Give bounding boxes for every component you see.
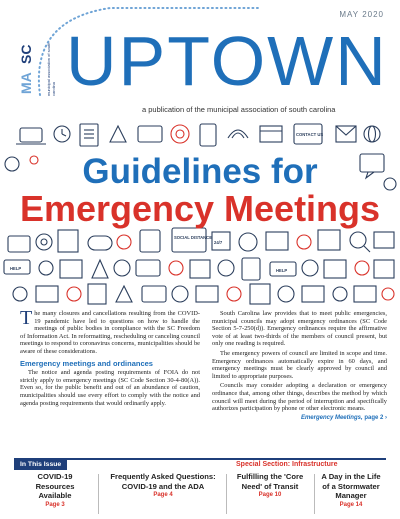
issue-item-page: Page 3 (45, 501, 65, 508)
pill-icon (88, 236, 112, 250)
issue-item-title: A Day in the Life of a Stormwater Manager (321, 472, 381, 500)
issue-item-page: Page 10 (258, 492, 282, 498)
arrow-right-icon: › (385, 414, 387, 421)
paragraph-2: The notice and agenda posting requirements of FOIA do not strictly apply to emergency meetings (SC Code Section 30-4-80(A)). Even so, for the public benefit and out of an abundance of caution, municipalities should use every effort to comply with the notice and agenda posting requirements that would ordinarily apply. (20, 369, 200, 407)
paragraph-4: The emergency powers of council are limited in scope and time. Emergency ordinances automatically expire in 60 days, and emergency meetings must be clearly approved by council and limited to appropriate purposes. (212, 349, 387, 380)
camera-icon (374, 232, 394, 248)
laptop-icon-2 (60, 260, 82, 278)
article-left-column (20, 307, 200, 409)
open-24-7-label: 24/7 (214, 240, 223, 245)
issue-item-title: COVID-19 Resources Available (35, 472, 75, 500)
headline-line-2: Emergency Meetings (19, 188, 381, 229)
divider (226, 474, 227, 514)
calendar-icon (260, 126, 282, 142)
issue-item-page: Page 14 (339, 501, 363, 508)
building-icon (318, 230, 340, 250)
search-icon (350, 232, 366, 248)
wifi-icon (228, 130, 248, 138)
issue-date: MAY 2020 (339, 10, 384, 19)
headline-line-1: Guidelines for (82, 152, 318, 191)
logo-sc: SC (18, 44, 34, 64)
video-icon (138, 126, 162, 142)
in-this-issue-bar (14, 458, 386, 516)
virus-icon (171, 125, 189, 143)
logo-ma: MA (18, 72, 34, 94)
logo-subtitle: municipal association of south carolina (46, 42, 56, 96)
divider (98, 474, 99, 514)
in-this-issue-label: In This Issue (14, 459, 67, 470)
issue-item-title: Fulfilling the 'Core Need' of Transit (236, 472, 304, 491)
intro-text: he many closures and cancellations resulting from the COVID-19 pandemic have led to questions on how to handle the meetings of public bodies in compliance with the SC Freedom of Information Act. In reformatting, rescheduling or canceling council meetings to respond to coronavirus concerns, municipalities should be aware of these considerations. (20, 310, 200, 355)
warning-icon (110, 126, 126, 142)
virus-icon-2 (117, 235, 131, 249)
social-distance-sign (172, 228, 206, 252)
laptop-icon (20, 128, 42, 142)
issue-item-transit[interactable] (232, 472, 308, 516)
social-distance-label: SOCIAL DISTANCE (174, 235, 213, 240)
special-section-label: Special Section: Infrastructure (236, 461, 338, 468)
gear-icon (36, 234, 52, 250)
monitor-icon (8, 236, 30, 252)
drop-cap: T (20, 307, 33, 329)
book-icon (266, 232, 288, 250)
issue-item-page: Page 4 (153, 492, 173, 498)
globe-icon (364, 126, 380, 142)
masthead-title: UPTOWN (66, 22, 388, 100)
article-right-column (212, 310, 387, 422)
issue-item-covid-resources[interactable] (20, 472, 90, 516)
help-right-label: HELP (276, 268, 288, 273)
clock-icon-2 (114, 260, 130, 276)
paragraph-5: Councils may consider adopting a declaration or emergency ordinance that, among other things, describes the method by which council will meet during the period of interruption and specifically authorizes participation by phone or other electronic means. (212, 382, 387, 413)
section-heading: Emergency meetings and ordinances (20, 358, 153, 368)
issue-item-faq-ada[interactable] (108, 472, 218, 516)
globe-icon-2 (302, 260, 318, 276)
continued-label: Emergency Meetings, (300, 414, 363, 421)
calendar-icon-2 (190, 260, 210, 278)
clipboard-icon (58, 230, 78, 252)
headset-icon (239, 233, 257, 251)
paragraph-3: South Carolina law provides that to meet public emergencies, municipal councils may adopt emergency ordinances (SC Code Section 5-7-250(d)). Emergency ordinances require the affirmative vote of at least two-thirds of the members of council present, but only one reading is required. (212, 310, 387, 348)
phone-icon (200, 124, 216, 146)
issue-item-stormwater[interactable] (318, 472, 384, 516)
continued-link[interactable] (212, 415, 387, 423)
help-left-label: HELP (10, 266, 22, 271)
continued-page: page 2 (364, 414, 384, 421)
intro-paragraph (20, 307, 200, 356)
phone-icon-2 (140, 230, 160, 252)
contact-us-label: CONTACT US (296, 132, 324, 137)
masc-logo (14, 30, 66, 102)
document-icon (80, 124, 98, 146)
issue-item-title: Frequently Asked Questions: COVID-19 and the ADA (110, 472, 216, 491)
divider (314, 474, 315, 514)
tagline: a publication of the municipal association of south carolina (142, 105, 336, 114)
